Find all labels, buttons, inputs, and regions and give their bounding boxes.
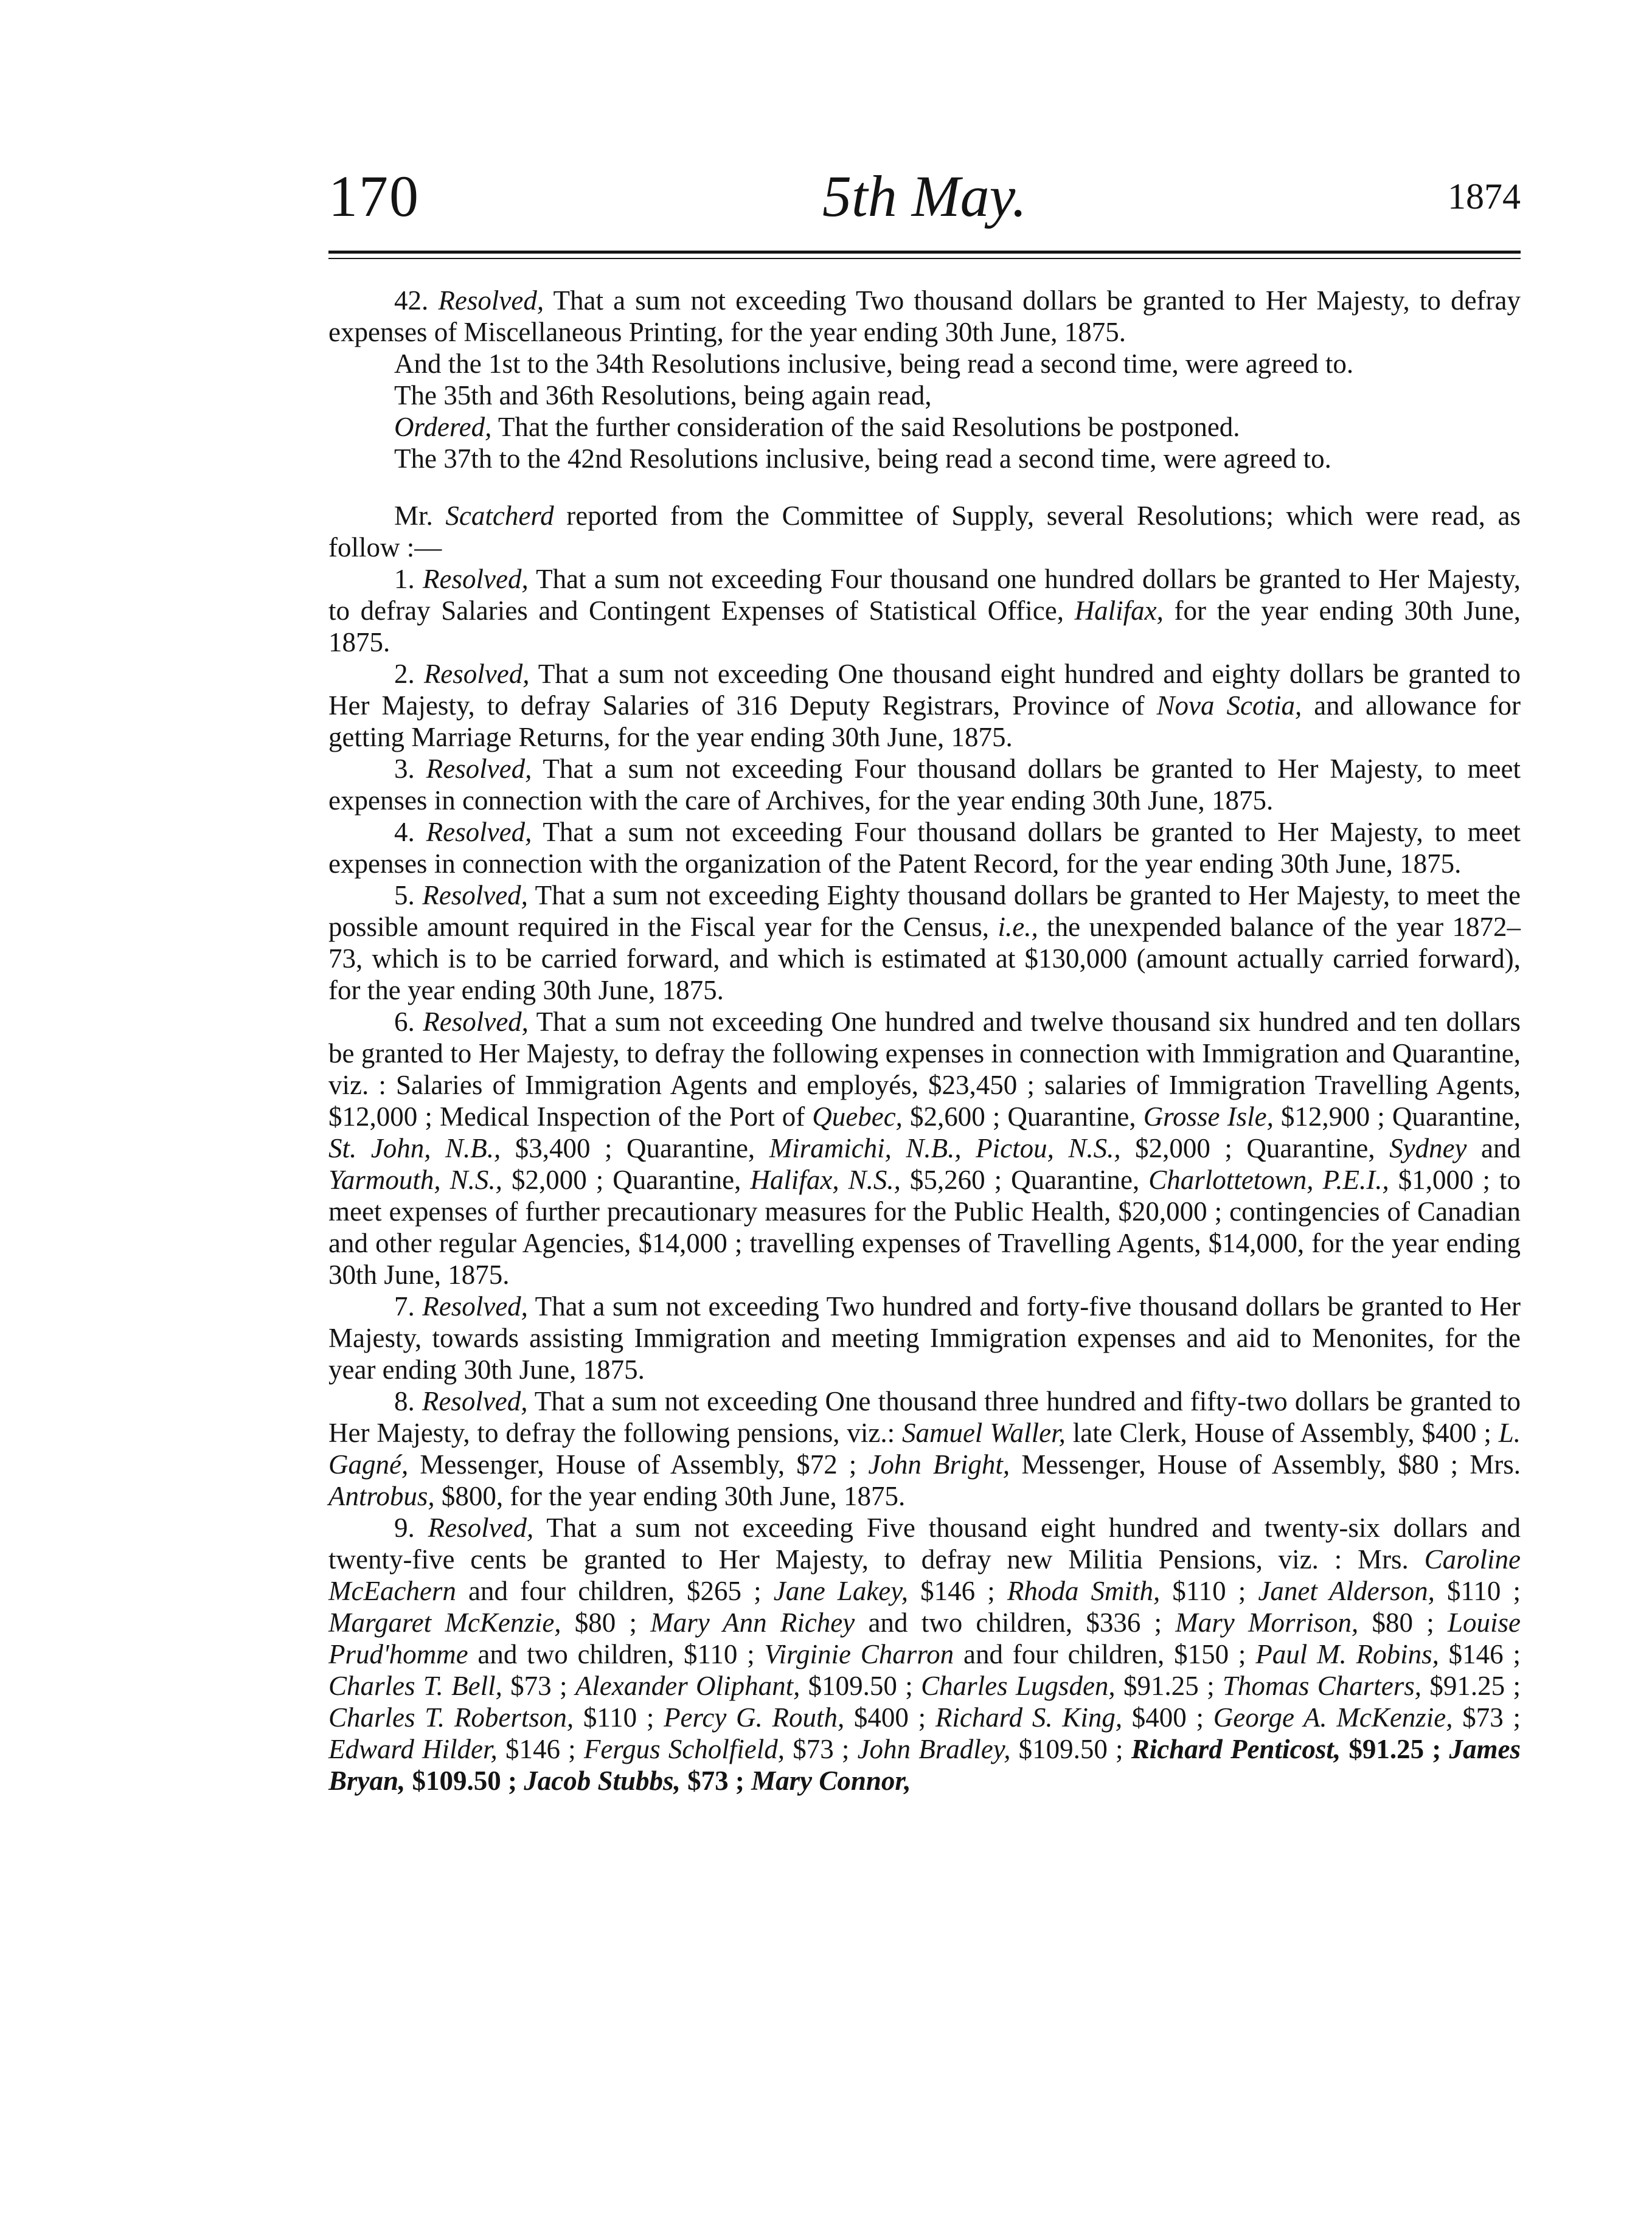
italic-run: Caroline McEachern: [328, 1544, 1521, 1606]
text-run: $110 ;: [574, 1702, 664, 1733]
paragraph-p42: [328, 285, 1521, 348]
text-run: and two children, $110 ;: [468, 1639, 765, 1669]
italic-run: Samuel Waller,: [901, 1418, 1066, 1448]
paragraph-r4: [328, 816, 1521, 879]
italic-run: Yarmouth, N.S.,: [328, 1165, 502, 1195]
text-run: The 37th to the 42nd Resolutions inclusive, being read a second time, were agreed to.: [394, 443, 1331, 474]
italic-run: Resolved,: [428, 1513, 534, 1543]
italic-run: Virginie Charron: [764, 1639, 954, 1669]
paragraph-r7: [328, 1291, 1521, 1385]
italic-run: Thomas Charters,: [1222, 1671, 1422, 1701]
text-run: $5,260 ; Quarantine,: [900, 1165, 1149, 1195]
italic-run: Resolved,: [438, 285, 544, 316]
paragraph-r2: [328, 658, 1521, 753]
text-run: $91.25 ;: [1421, 1671, 1521, 1701]
paragraph-r8: [328, 1385, 1521, 1512]
text-run: $73 ;: [785, 1734, 858, 1764]
italic-run: Antrobus,: [328, 1481, 435, 1511]
italic-run: Resolved,: [422, 880, 528, 910]
text-run: That a sum not exceeding One thousand eight hundred and eighty dollars be granted to Her Majesty, to defray Salaries of 316 Deputy Registrars, Province of: [328, 659, 1521, 721]
italic-run: Jacob Stubbs,: [524, 1766, 681, 1796]
text-run: That the further consideration of the said Resolutions be postponed.: [491, 412, 1240, 442]
italic-run: Richard Penticost,: [1131, 1734, 1341, 1764]
italic-run: Resolved,: [423, 659, 530, 689]
italic-run: Richard S. King,: [935, 1702, 1123, 1733]
page-year: 1874: [1448, 176, 1521, 217]
italic-run: Rhoda Smith,: [1007, 1576, 1161, 1606]
italic-run: James Bryan,: [328, 1734, 1521, 1796]
header-rule-thick: [328, 251, 1521, 254]
italic-run: Nova Scotia,: [1156, 690, 1302, 721]
italic-run: Sydney: [1389, 1133, 1467, 1163]
italic-run: Janet Alderson,: [1258, 1576, 1435, 1606]
text-run: That a sum not exceeding Two thousand dollars be granted to Her Majesty, to defray expenses of Miscellaneous Printing, for the year ending 30th June, 1875.: [328, 285, 1521, 347]
text-run: That a sum not exceeding Five thousand eight hundred and twenty-six dollars and twenty-five cents be granted to Her Majesty, to defray new Militia Pensions, viz. : Mrs.: [328, 1513, 1521, 1575]
paragraph-read-35-36: [328, 380, 1521, 411]
text-run: and four children, $150 ;: [954, 1639, 1256, 1669]
italic-run: John Bradley,: [857, 1734, 1011, 1764]
italic-run: Resolved,: [426, 817, 532, 847]
text-run: $400 ;: [1122, 1702, 1213, 1733]
text-run: $110 ;: [1160, 1576, 1258, 1606]
italic-run: John Bright,: [868, 1449, 1010, 1480]
text-run: and allowance for getting Marriage Returns, for the year ending 30th June, 1875.: [328, 690, 1521, 752]
text-run: $110 ;: [1434, 1576, 1521, 1606]
italic-run: Jane Lakey,: [773, 1576, 909, 1606]
text-run: $146 ;: [1439, 1639, 1521, 1669]
text-run: $2,000 ; Quarantine,: [1120, 1133, 1390, 1163]
italic-run: Mary Ann Richey: [650, 1607, 855, 1638]
italic-run: Resolved,: [422, 1291, 528, 1322]
text-run: $1,000 ; to meet expenses of further precautionary measures for the Public Health, $20,000 ; contingencies of Canadian and other regular Agencies, $14,000 ; travelling expenses of Travelling Agents, $14,000, for the year ending 30th June, 1875.: [328, 1165, 1521, 1290]
text-run: $109.50 ;: [405, 1766, 524, 1796]
italic-run: Charles T. Robertson,: [328, 1702, 574, 1733]
italic-run: Quebec,: [812, 1101, 903, 1132]
header-rule-thin: [328, 258, 1521, 259]
italic-run: Mary Connor,: [751, 1766, 911, 1796]
text-run: for the year ending 30th June, 1875.: [328, 595, 1521, 657]
text-run: $2,000 ; Quarantine,: [502, 1165, 751, 1195]
italic-run: George A. McKenzie,: [1213, 1702, 1453, 1733]
text-run: And the 1st to the 34th Resolutions inclusive, being read a second time, were agreed to.: [394, 348, 1354, 379]
text-run: That a sum not exceeding Eighty thousand dollars be granted to Her Majesty, to meet the possible amount required in the Fiscal year for the Census,: [328, 880, 1521, 942]
text-run: $109.50 ;: [800, 1671, 921, 1701]
paragraph-r3: [328, 753, 1521, 816]
text-run: 7.: [394, 1291, 423, 1322]
italic-run: Resolved,: [423, 564, 529, 594]
text-run: $91.25 ;: [1115, 1671, 1223, 1701]
paragraph-scatcherd: [328, 500, 1521, 563]
text-run: $800, for the year ending 30th June, 1875.: [434, 1481, 906, 1511]
italic-run: Resolved,: [422, 1386, 528, 1416]
text-run: late Clerk, House of Assembly, $400 ;: [1065, 1418, 1499, 1448]
text-run: Mr.: [394, 501, 446, 531]
page-header: [328, 163, 1521, 242]
italic-run: Paul M. Robins,: [1255, 1639, 1439, 1669]
paragraph-r1: [328, 563, 1521, 658]
italic-run: Louise Prud'homme: [328, 1607, 1521, 1669]
paragraph-r9: [328, 1512, 1521, 1797]
italic-run: Halifax,: [1074, 595, 1164, 626]
text-run: $3,400 ; Quarantine,: [501, 1133, 769, 1163]
text-run: the unexpended balance of the year 1872–73, which is to be carried forward, and which is estimated at $130,000 (amount actually carried forward), for the year ending 30th June, 1875.: [328, 912, 1521, 1005]
text-run: $80 ;: [1358, 1607, 1448, 1638]
italic-run: St. John, N.B.,: [328, 1133, 501, 1163]
italic-run: Charles Lugsden,: [921, 1671, 1116, 1701]
text-run: The 35th and 36th Resolutions, being again read,: [394, 380, 932, 411]
text-run: $91.25 ;: [1341, 1734, 1449, 1764]
text-run: That a sum not exceeding Four thousand dollars be granted to Her Majesty, to meet expenses in connection with the organization of the Patent Record, for the year ending 30th June, 1875.: [328, 817, 1521, 879]
text-run: 8.: [394, 1386, 422, 1416]
text-run: 2.: [394, 659, 424, 689]
italic-run: Ordered,: [394, 412, 492, 442]
text-run: 1.: [394, 564, 423, 594]
italic-run: Alexander Oliphant,: [575, 1671, 800, 1701]
italic-run: Mary Morrison,: [1175, 1607, 1359, 1638]
italic-run: i.e.,: [998, 912, 1038, 942]
text-run: That a sum not exceeding One thousand three hundred and fifty-two dollars be granted to Her Majesty, to defray the following pensions, viz.:: [328, 1386, 1521, 1448]
italic-run: Charlottetown, P.E.I.,: [1148, 1165, 1389, 1195]
page-number: 170: [328, 164, 420, 229]
text-run: 6.: [394, 1007, 423, 1037]
text-run: $400 ;: [844, 1702, 935, 1733]
text-run: Messenger, House of Assembly, $80 ; Mrs.: [1010, 1449, 1521, 1480]
text-run: $73 ;: [502, 1671, 575, 1701]
italic-run: Charles T. Bell,: [328, 1671, 502, 1701]
italic-run: Grosse Isle,: [1143, 1101, 1274, 1132]
text-run: $2,600 ; Quarantine,: [902, 1101, 1144, 1132]
paragraph-agreed-37-42: [328, 443, 1521, 474]
italic-run: Percy G. Routh,: [664, 1702, 845, 1733]
text-run: $146 ;: [908, 1576, 1007, 1606]
document-body: [328, 285, 1521, 1797]
text-run: 5.: [394, 880, 423, 910]
text-run: $109.50 ;: [1010, 1734, 1131, 1764]
italic-run: Halifax, N.S.,: [750, 1165, 901, 1195]
text-run: That a sum not exceeding One hundred and twelve thousand six hundred and ten dollars be granted to Her Majesty, to defray the following expenses in connection with Immigration and Quarantine, viz. : Salaries of Immigration Agents and employés, $23,450 ; salaries of Immigration Travelling Agents, $12,000 ; Medical Inspection of the Port of: [328, 1007, 1521, 1132]
text-run: and: [1466, 1133, 1521, 1163]
text-run: $73 ;: [1452, 1702, 1521, 1733]
italic-run: Resolved,: [426, 754, 532, 784]
italic-run: Scatcherd: [445, 501, 554, 531]
paragraph-ordered-postponed: [328, 411, 1521, 443]
text-run: Messenger, House of Assembly, $72 ;: [408, 1449, 869, 1480]
italic-run: Edward Hilder,: [328, 1734, 498, 1764]
italic-run: Margaret McKenzie,: [328, 1607, 561, 1638]
paragraph-agreed-1-34: [328, 348, 1521, 380]
page-date-heading: 5th May.: [822, 164, 1027, 229]
text-run: 9.: [394, 1513, 428, 1543]
text-run: $146 ;: [497, 1734, 584, 1764]
paragraph-r6: [328, 1006, 1521, 1291]
text-run: That a sum not exceeding Four thousand one hundred dollars be granted to Her Majesty, to defray Salaries and Contingent Expenses of Statistical Office,: [328, 564, 1521, 626]
text-run: $12,900 ; Quarantine,: [1273, 1101, 1521, 1132]
text-run: and four children, $265 ;: [456, 1576, 774, 1606]
text-run: That a sum not exceeding Two hundred and forty-five thousand dollars be granted to Her Majesty, towards assisting Immigration and meeting Immigration expenses and aid to Menonites, for the year ending 30th June, 1875.: [328, 1291, 1521, 1385]
text-run: and two children, $336 ;: [855, 1607, 1176, 1638]
italic-run: L. Gagné,: [328, 1418, 1521, 1480]
text-run: That a sum not exceeding Four thousand dollars be granted to Her Majesty, to meet expenses in connection with the care of Archives, for the year ending 30th June, 1875.: [328, 754, 1521, 816]
text-run: 4.: [394, 817, 426, 847]
text-run: reported from the Committee of Supply, several Resolutions; which were read, as follow :—: [328, 501, 1521, 563]
italic-run: Resolved,: [423, 1007, 529, 1037]
text-run: $80 ;: [561, 1607, 651, 1638]
text-run: 3.: [394, 754, 426, 784]
italic-run: Miramichi, N.B., Pictou, N.S.,: [769, 1133, 1121, 1163]
text-run: 42.: [394, 285, 439, 316]
italic-run: Fergus Scholfield,: [583, 1734, 785, 1764]
text-run: $73 ;: [680, 1766, 752, 1796]
paragraph-r5: [328, 879, 1521, 1006]
